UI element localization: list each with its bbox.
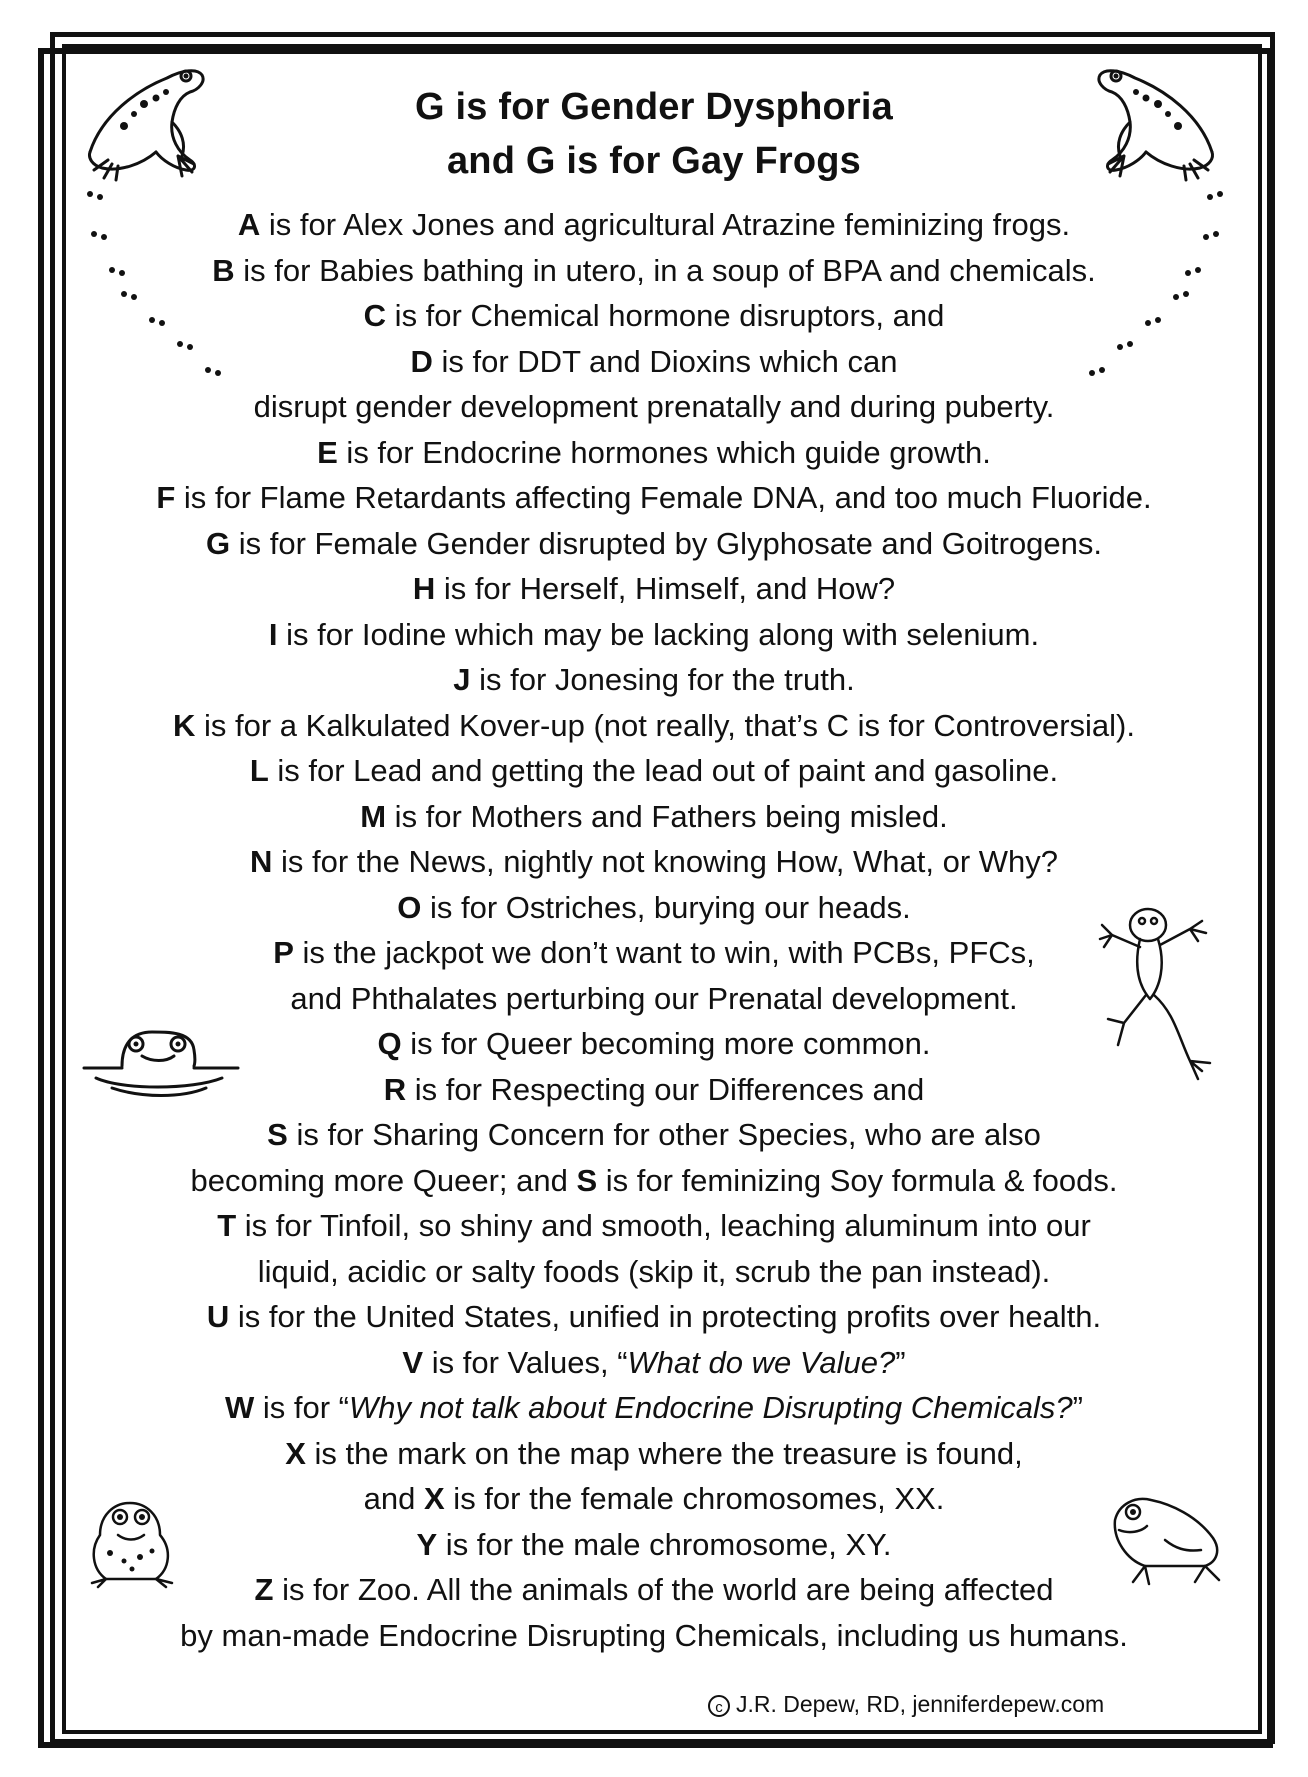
line-letter: X — [424, 1481, 445, 1516]
poem-line — [70, 1112, 1238, 1158]
line-text: ” — [895, 1344, 906, 1380]
line-letter: F — [156, 480, 176, 515]
line-text: is for Babies bathing in utero, in a soup of BPA and chemicals. — [234, 252, 1096, 288]
line-text: is for Sharing Concern for other Species, who are also — [287, 1117, 1041, 1152]
line-text: is the mark on the map where the treasure is found, — [305, 1435, 1023, 1471]
line-letter: X — [285, 1435, 306, 1471]
line-letter: G — [205, 525, 231, 561]
frog-swimming-icon — [82, 1022, 242, 1102]
poem-line — [70, 1340, 1238, 1386]
line-letter: I — [268, 616, 278, 652]
line-text: is for Mothers and Fathers being misled. — [386, 798, 948, 834]
line-text: is for Respecting our Differences and — [406, 1071, 925, 1107]
line-text: is for Endocrine hormones which guide growth. — [337, 434, 991, 470]
line-text: is for a Kalkulated Kover-up (not really, that’s C is for Controversial). — [195, 707, 1135, 743]
line-text: is for Jonesing for the truth. — [470, 662, 855, 697]
poem — [70, 70, 1238, 1658]
line-letter: Z — [254, 1572, 274, 1607]
line-letter: N — [249, 844, 273, 879]
copyright-icon: c — [708, 1695, 730, 1717]
line-text: and Phthalates perturbing our Prenatal development. — [290, 980, 1018, 1016]
line-letter: S — [267, 1117, 288, 1152]
line-text: is for the United States, unified in protecting profits over health. — [229, 1299, 1102, 1334]
line-letter: L — [249, 753, 269, 788]
poem-line — [70, 202, 1238, 248]
alphabet-lines — [70, 202, 1238, 1658]
poem-line — [70, 1385, 1238, 1431]
line-text: ” — [1072, 1390, 1083, 1425]
line-text: is for Ostriches, burying our heads. — [421, 889, 911, 925]
line-text: is for “ — [254, 1390, 349, 1425]
poem-line — [70, 430, 1238, 476]
line-italic: Why not talk about Endocrine Disrupting Chemicals? — [348, 1390, 1073, 1425]
line-text: liquid, acidic or salty foods (skip it, scrub the pan instead). — [257, 1253, 1051, 1289]
poem-line — [70, 1158, 1238, 1204]
poem-line — [70, 1249, 1238, 1295]
line-text: is for the male chromosome, XY. — [437, 1526, 892, 1562]
poem-line — [70, 1203, 1238, 1249]
line-text: and — [363, 1481, 424, 1516]
poem-line — [70, 475, 1238, 521]
frog-bottom-right-icon — [1105, 1490, 1230, 1590]
poem-line — [70, 384, 1238, 430]
copyright-text: J.R. Depew, RD, jenniferdepew.com — [736, 1691, 1105, 1717]
line-text: is for Female Gender disrupted by Glyphosate and Goitrogens. — [230, 525, 1103, 561]
line-letter: A — [237, 207, 261, 242]
poem-line — [70, 339, 1238, 385]
line-text: is for Chemical hormone disruptors, and — [386, 298, 945, 333]
poem-line — [70, 839, 1238, 885]
poem-line — [70, 976, 1238, 1022]
line-letter: M — [360, 798, 387, 834]
line-letter: H — [412, 571, 436, 606]
poem-line — [70, 1567, 1238, 1613]
poem-line — [70, 521, 1238, 567]
poem-line — [70, 794, 1238, 840]
line-text: is for Zoo. All the animals of the world are being affected — [273, 1572, 1054, 1607]
line-letter: C — [363, 298, 387, 333]
line-text: is for the female chromosomes, XX. — [444, 1481, 945, 1516]
frog-top-right-icon — [1090, 60, 1220, 185]
line-letter: Y — [416, 1526, 438, 1562]
frog-tracks-left-icon — [80, 190, 240, 390]
line-text: is the jackpot we don’t want to win, with PCBs, PFCs, — [293, 935, 1035, 970]
line-text: is for Tinfoil, so shiny and smooth, leaching aluminum into our — [236, 1208, 1091, 1243]
line-text: is for the News, nightly not knowing How, What, or Why? — [272, 844, 1059, 879]
poem-line — [70, 1522, 1238, 1568]
line-letter: S — [576, 1162, 598, 1198]
line-text: is for Herself, Himself, and How? — [435, 571, 896, 606]
line-text: is for Flame Retardants affecting Female DNA, and too much Fluoride. — [175, 480, 1152, 515]
line-text: by man-made Endocrine Disrupting Chemicals, including us humans. — [180, 1617, 1128, 1653]
frog-climbing-icon — [1098, 895, 1223, 1085]
title-line-2: and G is for Gay Frogs — [446, 140, 862, 182]
poem-line — [70, 703, 1238, 749]
line-letter: J — [453, 662, 471, 697]
poem-line — [70, 930, 1238, 976]
line-letter: Q — [377, 1026, 402, 1061]
poem-line — [70, 1021, 1238, 1067]
line-letter: W — [224, 1390, 255, 1425]
frog-top-left-icon — [82, 60, 212, 185]
line-text: is for Values, “ — [423, 1344, 628, 1380]
line-text: is for DDT and Dioxins which can — [432, 343, 898, 379]
poem-line — [70, 1476, 1238, 1522]
poem-line — [70, 1294, 1238, 1340]
line-letter: V — [402, 1344, 424, 1380]
poem-line — [70, 1613, 1238, 1659]
title-line-1: G is for Gender Dysphoria — [415, 86, 893, 128]
line-letter: U — [206, 1299, 230, 1334]
poem-line — [70, 748, 1238, 794]
line-text: is for Alex Jones and agricultural Atrazine feminizing frogs. — [260, 207, 1071, 242]
line-text: becoming more Queer; and — [190, 1162, 577, 1198]
poem-line — [70, 1067, 1238, 1113]
line-letter: O — [397, 889, 422, 925]
poem-line — [70, 1431, 1238, 1477]
poem-line — [70, 657, 1238, 703]
line-text: is for Queer becoming more common. — [401, 1026, 931, 1061]
poem-line — [70, 293, 1238, 339]
line-letter: T — [217, 1208, 237, 1243]
line-text: is for Lead and getting the lead out of paint and gasoline. — [268, 753, 1059, 788]
line-letter: D — [410, 343, 433, 379]
poem-line — [70, 885, 1238, 931]
frog-tracks-right-icon — [1070, 190, 1230, 390]
line-letter: R — [383, 1071, 407, 1107]
line-letter: K — [173, 707, 196, 743]
line-letter: E — [317, 434, 338, 470]
line-letter: B — [212, 252, 235, 288]
line-text: is for feminizing Soy formula & foods. — [597, 1162, 1118, 1198]
line-letter: P — [273, 935, 294, 970]
copyright-footer — [708, 1690, 1104, 1718]
poem-line — [70, 566, 1238, 612]
page-title — [70, 80, 1238, 188]
poem-line — [70, 612, 1238, 658]
poem-line — [70, 248, 1238, 294]
frog-bottom-left-icon — [80, 1495, 185, 1590]
line-text: is for Iodine which may be lacking along with selenium. — [277, 616, 1040, 652]
line-italic: What do we Value? — [627, 1344, 896, 1380]
line-text: disrupt gender development prenatally and during puberty. — [253, 389, 1055, 424]
